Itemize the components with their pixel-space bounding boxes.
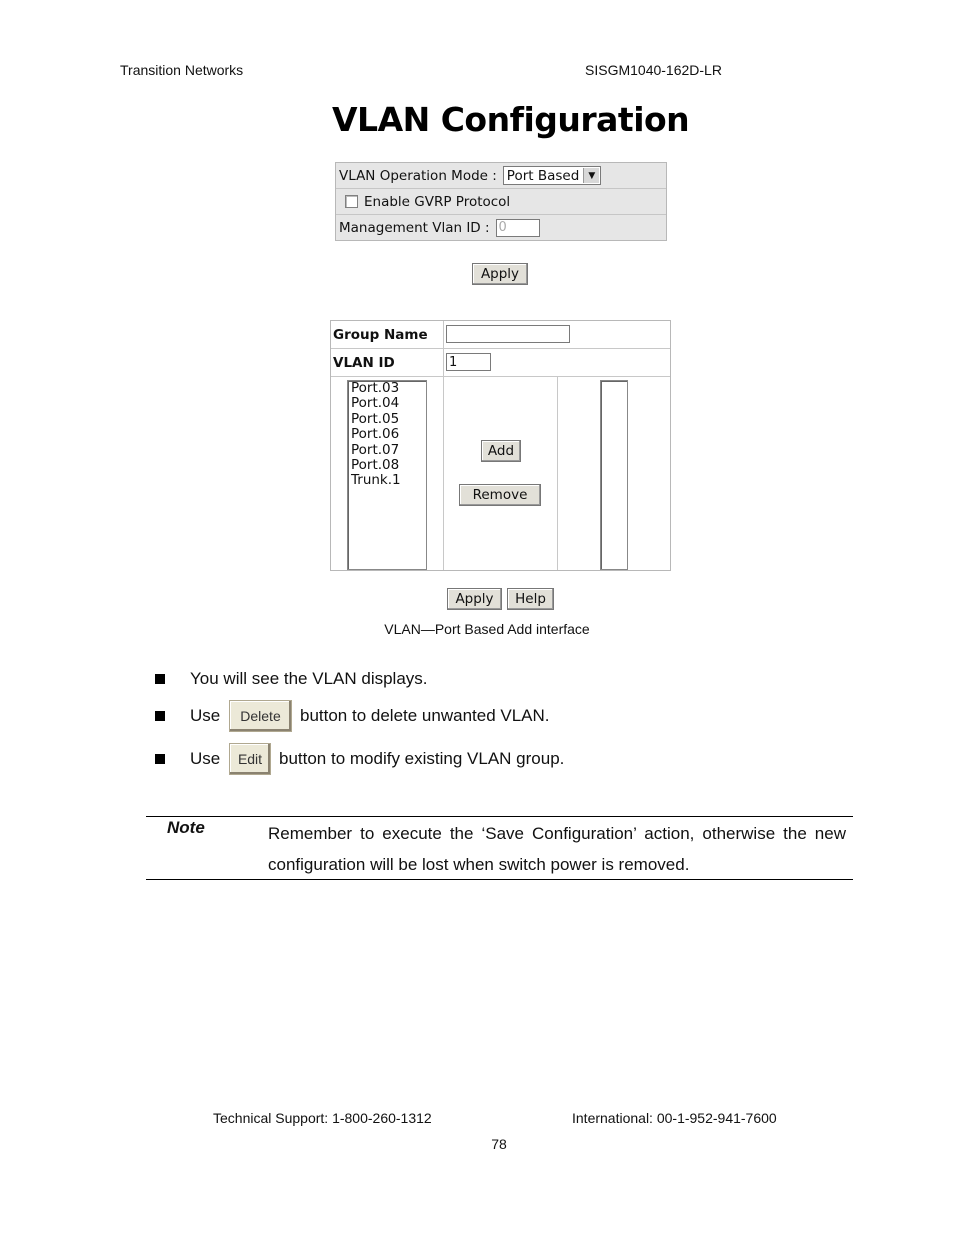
available-ports-list[interactable]: [347, 380, 427, 570]
group-name-label: Group Name: [331, 321, 444, 349]
port-list-item[interactable]: Port.04: [351, 395, 400, 412]
port-list-item[interactable]: Trunk.1: [351, 472, 401, 489]
note-bottom-rule: [146, 879, 853, 880]
action-buttons-cell: [444, 377, 558, 570]
operation-mode-value: Port Based: [506, 167, 580, 184]
group-name-cell: [444, 321, 670, 349]
port-list-item[interactable]: Port.06: [351, 426, 400, 443]
page-number: 78: [491, 1136, 507, 1152]
bullet-icon: [155, 674, 165, 684]
edit-button[interactable]: Edit: [229, 743, 271, 775]
bullet-use-label: Use: [190, 749, 221, 768]
header-company: Transition Networks: [120, 62, 244, 78]
operation-mode-select[interactable]: [503, 166, 602, 185]
vlan-id-label: VLAN ID: [331, 349, 444, 377]
port-list-item[interactable]: Port.07: [351, 441, 400, 458]
bullet-text-1: You will see the VLAN displays.: [190, 669, 428, 688]
note-label: Note: [167, 818, 205, 837]
remove-port-button[interactable]: Remove: [459, 484, 541, 506]
help-button[interactable]: Help: [507, 588, 554, 610]
mgmt-vlan-label: Management Vlan ID :: [339, 219, 490, 236]
port-list-item[interactable]: Port.05: [351, 410, 400, 427]
bullet-text-2: button to delete unwanted VLAN.: [300, 706, 550, 725]
vlan-config-panel: [335, 162, 667, 241]
page-title: VLAN Configuration: [332, 100, 690, 139]
operation-mode-row: [336, 163, 666, 189]
apply-config-button[interactable]: Apply: [472, 263, 528, 285]
available-ports-cell: [331, 377, 444, 570]
gvrp-label: Enable GVRP Protocol: [364, 193, 511, 210]
port-list-item[interactable]: Port.08: [351, 457, 400, 474]
operation-mode-label: VLAN Operation Mode :: [339, 167, 497, 184]
bullet-text-3: button to modify existing VLAN group.: [279, 749, 565, 768]
bullet-use-label: Use: [190, 706, 221, 725]
vlan-id-input[interactable]: 1: [446, 353, 491, 371]
vlan-id-cell: [444, 349, 670, 377]
delete-button[interactable]: Delete: [229, 700, 292, 732]
footer-international: International: 00-1-952-941-7600: [572, 1110, 777, 1126]
add-port-button[interactable]: Add: [481, 440, 521, 462]
port-list-item[interactable]: Port.03: [351, 380, 400, 396]
header-model: SISGM1040-162D-LR: [585, 62, 722, 78]
selected-ports-list[interactable]: [600, 380, 628, 570]
gvrp-checkbox[interactable]: [345, 195, 358, 208]
bullet-icon: [155, 754, 165, 764]
chevron-down-icon: ▼: [583, 168, 599, 183]
note-top-rule: [146, 816, 853, 817]
gvrp-row: [336, 189, 666, 215]
footer-support: Technical Support: 1-800-260-1312: [213, 1110, 432, 1126]
figure-caption: VLAN—Port Based Add interface: [384, 621, 590, 637]
note-text: Remember to execute the ‘Save Configuration’ action, otherwise the new configuration will be lost when switch power is removed.: [268, 824, 846, 874]
bullet-icon: [155, 711, 165, 721]
mgmt-vlan-row: [336, 215, 666, 240]
selected-ports-cell: [558, 377, 670, 570]
mgmt-vlan-input[interactable]: 0: [496, 219, 540, 237]
group-name-input[interactable]: [446, 325, 570, 343]
apply-group-button[interactable]: Apply: [447, 588, 502, 610]
